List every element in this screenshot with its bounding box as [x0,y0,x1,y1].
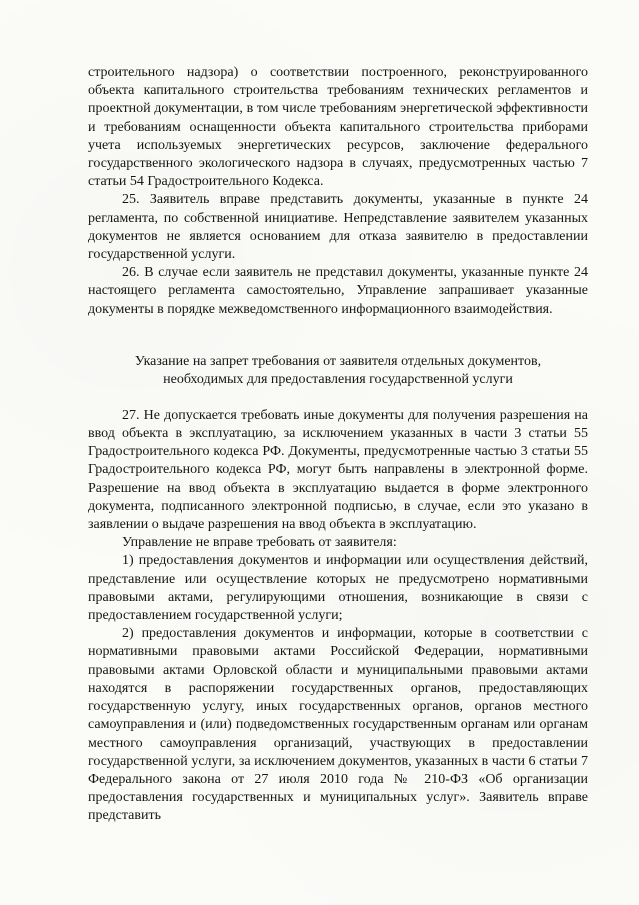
list-item-2: 2) предоставления документов и информации, которые в соответствии с нормативными правовыми актами Российской Федерации, нормативными правовыми актами Орловской области и муниципальными правовыми актами находятся в распоряжении государственных органов, предоставляющих государственную услугу, иных государственных органов, органов местного самоуправления и (или) подведомственных государственным органам или органам местного самоуправления организаций, участвующих в предоставлении государственной услуги, за исключением документов, указанных в части 6 статьи 7 Федерального закона от 27 июля 2010 года № 210-ФЗ «Об организации предоставления государственных и муниципальных услуг». Заявитель вправе представить [88,626,588,824]
list-intro: Управление не вправе требовать от заявителя: [122,535,397,551]
paragraph-26: 26. В случае если заявитель не представил документы, указанные пункте 24 настоящего регламента самостоятельно, Управление запрашивает указанные документы в порядке межведомственного информационного взаимодействия. [88,265,588,317]
paragraph-27: 27. Не допускается требовать иные документы для получения разрешения на ввод объекта в эксплуатацию, за исключением указанных в части 3 статьи 55 Градостроительного кодекса РФ. Документы, предусмотренные частью 3 статьи 55 Градостроительного кодекса РФ, могут быть направлены в электронной форме. Разрешение на ввод объекта в эксплуатацию выдается в форме электронного документа, подписанного электронной подписью, в случае, если это указано в заявлении о выдаче разрешения на ввод объекта в эксплуатацию. [88,407,588,533]
list-item-1: 1) предоставления документов и информации или осуществления действий, представление или осуществление которых не предусмотрено нормативными правовыми актами, регулирующими отношения, возникающие в связи с предоставлением государственной услуги; [88,553,588,624]
section-title-line-2: необходимых для предоставления государственной услуги [163,371,513,387]
document-body [88,64,588,826]
paragraph-25: 25. Заявитель вправе представить документы, указанные в пункте 24 регламента, по собственной инициативе. Непредставление заявителем указанных документов не является основанием для отказа заявителю в предоставлении государственной услуги. [88,192,588,263]
section-title-line-1: Указание на запрет требования от заявителя отдельных документов, [134,353,542,369]
paragraph-continuation: строительного надзора) о соответствии построенного, реконструированного объекта капитального строительства требованиям технических регламентов и проектной документации, в том числе требованиям энергетической эффективности и требованиям оснащенности объекта капитального строительства приборами учета используемых энергетических ресурсов, заключение федерального государственного экологического надзора в случаях, предусмотренных частью 7 статьи 54 Градостроительного Кодекса. [88,65,588,190]
section-title [88,353,588,389]
